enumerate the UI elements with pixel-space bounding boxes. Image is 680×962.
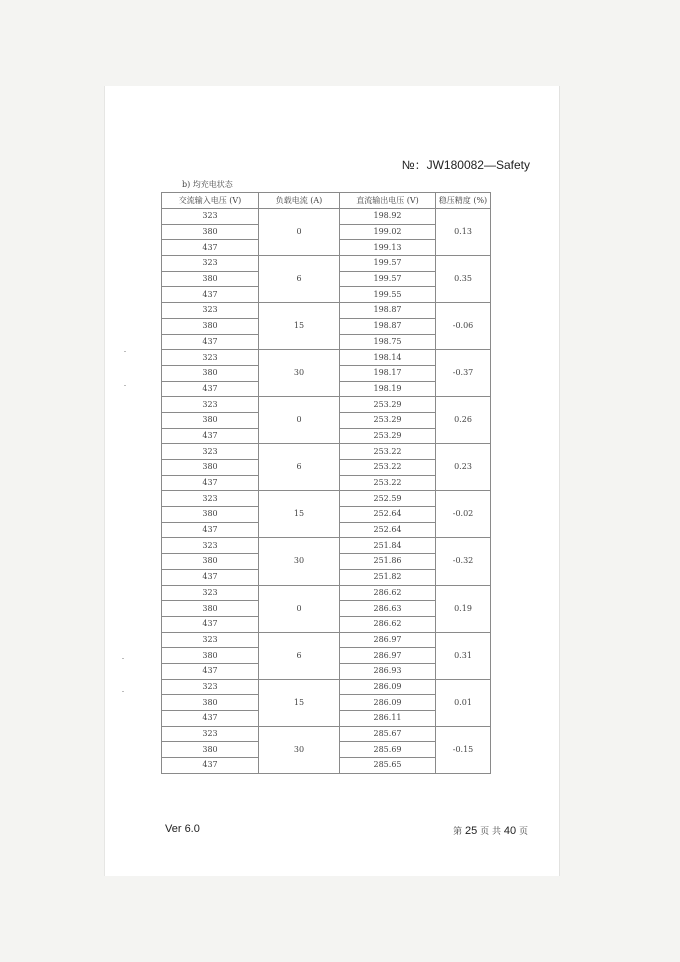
header-output-voltage: 直流输出电压 (V) (340, 193, 436, 209)
output-voltage-cell: 252.59 (340, 491, 436, 507)
load-current-cell: 15 (259, 303, 340, 350)
header-input-voltage: 交流输入电压 (V) (162, 193, 259, 209)
regulation-precision-cell: 0.13 (436, 209, 491, 256)
output-voltage-cell: 285.69 (340, 742, 436, 758)
input-voltage-cell: 380 (162, 742, 259, 758)
load-current-cell: 6 (259, 632, 340, 679)
document-number: №：JW180082—Safety (401, 158, 530, 172)
input-voltage-cell: 380 (162, 695, 259, 711)
table-row (162, 397, 491, 413)
output-voltage-cell: 198.17 (340, 365, 436, 381)
output-voltage-cell: 286.09 (340, 695, 436, 711)
output-voltage-cell: 253.29 (340, 428, 436, 444)
input-voltage-cell: 380 (162, 271, 259, 287)
input-voltage-cell: 323 (162, 209, 259, 225)
load-current-cell: 15 (259, 679, 340, 726)
table-body (162, 209, 491, 774)
section-caption: b) 均充电状态 (182, 180, 233, 189)
output-voltage-cell: 251.84 (340, 538, 436, 554)
input-voltage-cell: 380 (162, 460, 259, 476)
output-voltage-cell: 198.19 (340, 381, 436, 397)
version-label: Ver 6.0 (165, 823, 200, 835)
input-voltage-cell: 437 (162, 381, 259, 397)
table-row (162, 726, 491, 742)
load-current-cell: 0 (259, 397, 340, 444)
output-voltage-cell: 198.75 (340, 334, 436, 350)
output-voltage-cell: 253.22 (340, 475, 436, 491)
regulation-precision-cell: 0.31 (436, 632, 491, 679)
input-voltage-cell: 323 (162, 679, 259, 695)
output-voltage-cell: 286.97 (340, 648, 436, 664)
load-current-cell: 30 (259, 538, 340, 585)
input-voltage-cell: 380 (162, 318, 259, 334)
input-voltage-cell: 323 (162, 397, 259, 413)
page-prefix: 第 (453, 827, 463, 837)
regulation-precision-cell: -0.37 (436, 350, 491, 397)
load-current-cell: 30 (259, 350, 340, 397)
regulation-precision-cell: 0.19 (436, 585, 491, 632)
table-header-row (162, 193, 491, 209)
header-load-current: 负载电流 (A) (259, 193, 340, 209)
output-voltage-cell: 286.11 (340, 711, 436, 727)
output-voltage-cell: 199.13 (340, 240, 436, 256)
input-voltage-cell: 380 (162, 648, 259, 664)
page-suffix: 页 (518, 827, 528, 837)
input-voltage-cell: 323 (162, 632, 259, 648)
output-voltage-cell: 286.62 (340, 585, 436, 601)
input-voltage-cell: 437 (162, 522, 259, 538)
load-current-cell: 0 (259, 585, 340, 632)
input-voltage-cell: 437 (162, 569, 259, 585)
output-voltage-cell: 198.87 (340, 318, 436, 334)
table-row (162, 585, 491, 601)
output-voltage-cell: 253.29 (340, 412, 436, 428)
table-row (162, 444, 491, 460)
output-voltage-cell: 251.82 (340, 569, 436, 585)
input-voltage-cell: 437 (162, 475, 259, 491)
input-voltage-cell: 437 (162, 287, 259, 303)
output-voltage-cell: 286.63 (340, 601, 436, 617)
input-voltage-cell: 380 (162, 601, 259, 617)
regulation-precision-cell: -0.02 (436, 491, 491, 538)
table-row (162, 538, 491, 554)
regulation-test-table (161, 192, 491, 774)
table-row (162, 632, 491, 648)
regulation-precision-cell: 0.26 (436, 397, 491, 444)
page-current: 25 (464, 825, 478, 837)
input-voltage-cell: 437 (162, 711, 259, 727)
input-voltage-cell: 437 (162, 240, 259, 256)
regulation-precision-cell: -0.15 (436, 726, 491, 773)
output-voltage-cell: 199.02 (340, 224, 436, 240)
input-voltage-cell: 323 (162, 256, 259, 272)
output-voltage-cell: 286.09 (340, 679, 436, 695)
output-voltage-cell: 198.92 (340, 209, 436, 225)
output-voltage-cell: 285.67 (340, 726, 436, 742)
load-current-cell: 6 (259, 256, 340, 303)
input-voltage-cell: 323 (162, 303, 259, 319)
input-voltage-cell: 323 (162, 726, 259, 742)
input-voltage-cell: 437 (162, 334, 259, 350)
table-row (162, 491, 491, 507)
output-voltage-cell: 286.62 (340, 616, 436, 632)
load-current-cell: 30 (259, 726, 340, 773)
output-voltage-cell: 286.97 (340, 632, 436, 648)
input-voltage-cell: 380 (162, 507, 259, 523)
input-voltage-cell: 380 (162, 365, 259, 381)
output-voltage-cell: 198.87 (340, 303, 436, 319)
scan-speck (122, 691, 124, 692)
input-voltage-cell: 380 (162, 554, 259, 570)
input-voltage-cell: 323 (162, 350, 259, 366)
output-voltage-cell: 253.22 (340, 444, 436, 460)
table-row (162, 209, 491, 225)
page-total: 40 (503, 825, 517, 837)
regulation-precision-cell: 0.01 (436, 679, 491, 726)
scan-speck (122, 658, 124, 659)
regulation-precision-cell: -0.32 (436, 538, 491, 585)
page-indicator (453, 824, 528, 837)
header-regulation-precision: 稳压精度 (%) (436, 193, 491, 209)
table-row (162, 303, 491, 319)
input-voltage-cell: 437 (162, 616, 259, 632)
output-voltage-cell: 285.65 (340, 758, 436, 774)
table-row (162, 679, 491, 695)
table-row (162, 350, 491, 366)
page-mid: 页 共 (480, 827, 501, 837)
regulation-precision-cell: -0.06 (436, 303, 491, 350)
output-voltage-cell: 198.14 (340, 350, 436, 366)
output-voltage-cell: 199.55 (340, 287, 436, 303)
table-row (162, 256, 491, 272)
input-voltage-cell: 437 (162, 758, 259, 774)
output-voltage-cell: 251.86 (340, 554, 436, 570)
input-voltage-cell: 437 (162, 428, 259, 444)
output-voltage-cell: 253.29 (340, 397, 436, 413)
input-voltage-cell: 323 (162, 444, 259, 460)
regulation-precision-cell: 0.23 (436, 444, 491, 491)
scan-speck (124, 351, 126, 352)
input-voltage-cell: 323 (162, 538, 259, 554)
input-voltage-cell: 323 (162, 585, 259, 601)
scan-speck (124, 385, 126, 386)
load-current-cell: 15 (259, 491, 340, 538)
input-voltage-cell: 380 (162, 412, 259, 428)
output-voltage-cell: 199.57 (340, 271, 436, 287)
input-voltage-cell: 380 (162, 224, 259, 240)
output-voltage-cell: 199.57 (340, 256, 436, 272)
load-current-cell: 0 (259, 209, 340, 256)
output-voltage-cell: 252.64 (340, 522, 436, 538)
input-voltage-cell: 323 (162, 491, 259, 507)
output-voltage-cell: 286.93 (340, 663, 436, 679)
output-voltage-cell: 253.22 (340, 460, 436, 476)
regulation-precision-cell: 0.35 (436, 256, 491, 303)
load-current-cell: 6 (259, 444, 340, 491)
input-voltage-cell: 437 (162, 663, 259, 679)
output-voltage-cell: 252.64 (340, 507, 436, 523)
